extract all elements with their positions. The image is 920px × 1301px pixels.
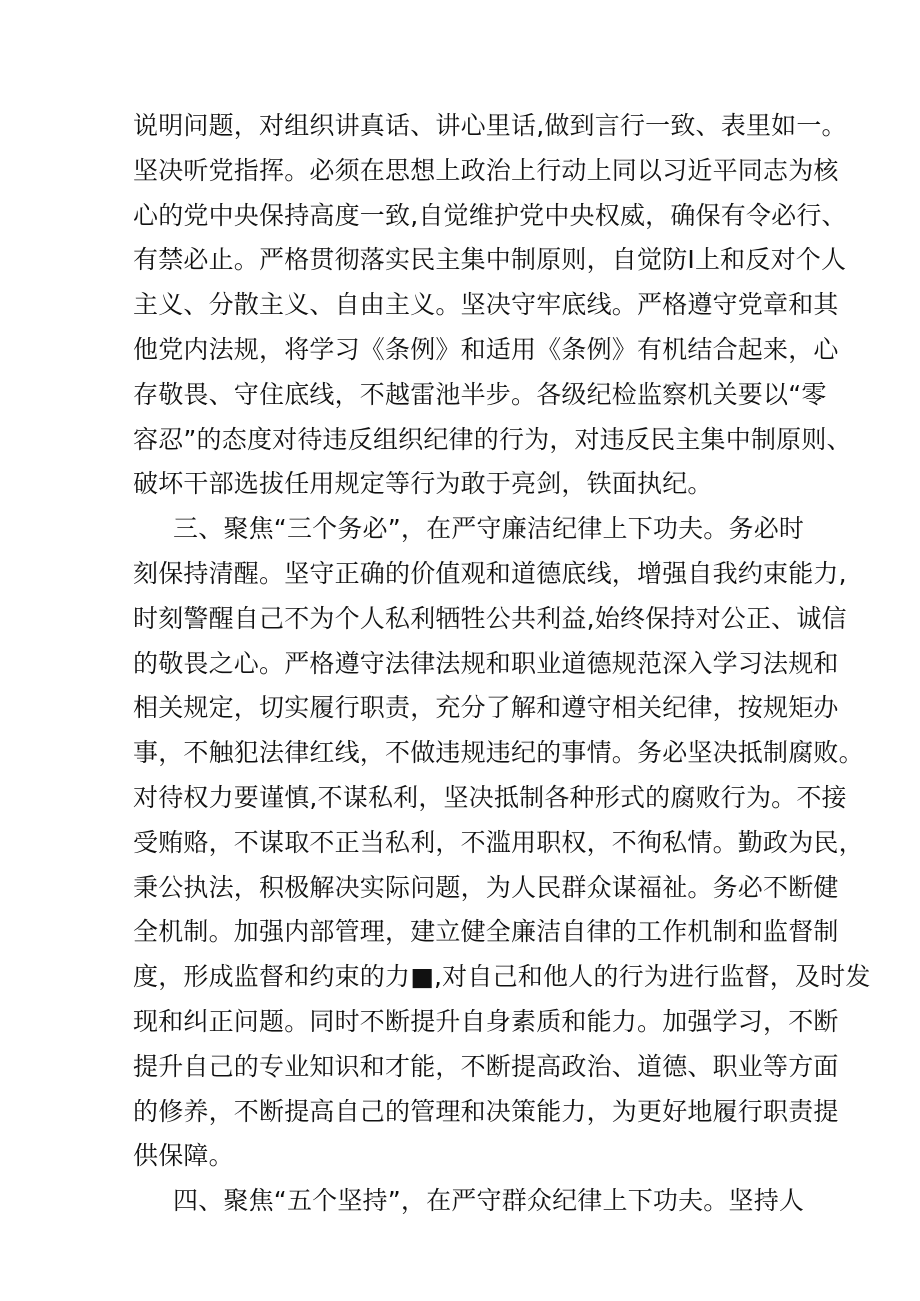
text-line: 供保障。: [133, 1141, 234, 1171]
text-line: 时刻警醒自己不为个人私利牺牲公共利益,始终保持对公正、诚信: [133, 603, 847, 633]
text-line: 坚决听党指挥。必须在思想上政治上行动上同以习近平同志为核: [133, 155, 839, 185]
text-line: 事，不触犯法律红线，不做违规违纪的事情。务必坚决抵制腐败。: [133, 738, 864, 768]
text-line: 受贿赂，不谋取不正当私利，不滥用职权，不徇私情。勤政为民，: [133, 827, 864, 857]
text-line: 秉公执法，积极解决实际问题，为人民群众谋福祉。务必不断健: [133, 872, 839, 902]
text-line: 容忍”的态度对待违反组织纪律的行为，对违反民主集中制原则、: [133, 424, 852, 454]
text-line: 存敬畏、守住底线，不越雷池半步。各级纪检监察机关要以“零: [133, 379, 827, 409]
text-line: 他党内法规，将学习《条例》和适用《条例》有机结合起来，心: [133, 334, 839, 364]
text-line: 度，形成监督和约束的力■,对自己和他人的行为进行监督，及时发: [133, 962, 871, 992]
text-line: 现和纠正问题。同时不断提升自身素质和能力。加强学习，不断: [133, 1006, 839, 1036]
text-line: 有禁必止。严格贯彻落实民主集中制原则，自觉防I上和反对个人: [133, 245, 847, 275]
text-line: 心的党中央保持高度一致,自觉维护党中央权威，确保有令必行、: [133, 200, 847, 230]
text-line: 说明问题，对组织讲真话、讲心里话,做到言行一致、表里如一。: [133, 111, 847, 140]
text-line: 主义、分散主义、自由主义。坚决守牢底线。严格遵守党章和其: [133, 290, 839, 320]
paragraph-first-line: 三、聚焦“三个务必”，在严守廉洁纪律上下功夫。务必时: [173, 514, 805, 544]
text-line: 的敬畏之心。严格遵守法律法规和职业道德规范深入学习法规和: [133, 648, 839, 678]
text-line: 刻保持清醒。坚守正确的价值观和道德底线，增强自我约束能力,: [133, 558, 847, 588]
text-line: 的修养，不断提高自己的管理和决策能力，为更好地履行职责提: [133, 1096, 839, 1126]
text-line: 破坏干部选拔任用规定等行为敢于亮剑，铁面执纪。: [133, 469, 713, 499]
text-line: 全机制。加强内部管理，建立健全廉洁自律的工作机制和监督制: [133, 917, 839, 947]
text-line: 相关规定，切实履行职责，充分了解和遵守相关纪律，按规矩办: [133, 693, 839, 723]
document-body: [133, 104, 871, 1224]
text-line: 提升自己的专业知识和才能，不断提高政治、道德、职业等方面: [133, 1051, 839, 1081]
text-line: 对待权力要谨慎,不谋私利，坚决抵制各种形式的腐败行为。不接: [133, 782, 847, 812]
paragraph-first-line: 四、聚焦“五个坚持”，在严守群众纪律上下功夫。坚持人: [173, 1186, 805, 1216]
